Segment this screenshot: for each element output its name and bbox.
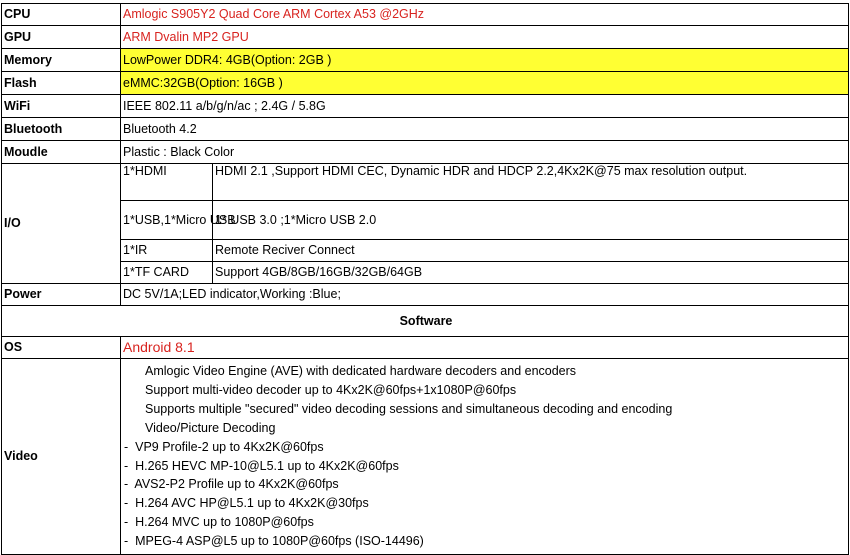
gpu-label: GPU — [2, 26, 121, 49]
video-row — [2, 359, 849, 555]
video-line: - AVS2-P2 Profile up to 4Kx2K@60fps — [124, 477, 339, 492]
video-line: Video/Picture Decoding — [145, 420, 276, 435]
video-line: - H.264 AVC HP@L5.1 up to 4Kx2K@30fps — [124, 496, 369, 511]
cpu-label: CPU — [2, 4, 121, 26]
io-row-hdmi — [2, 164, 849, 201]
bluetooth-label: Bluetooth — [2, 118, 121, 141]
bluetooth-row — [2, 118, 849, 141]
video-line: Supports multiple "secured" video decoding sessions and simultaneous decoding and encoding — [145, 401, 673, 416]
cpu-row — [2, 4, 849, 26]
gpu-value: ARM Dvalin MP2 GPU — [121, 26, 849, 49]
wifi-row — [2, 95, 849, 118]
io-row-usb — [2, 201, 849, 240]
video-line: - H.265 HEVC MP-10@L5.1 up to 4Kx2K@60fps — [124, 458, 399, 473]
video-label: Video — [2, 359, 121, 555]
wifi-value: IEEE 802.11 a/b/g/n/ac ; 2.4G / 5.8G — [121, 95, 849, 118]
power-label: Power — [2, 284, 121, 306]
power-row — [2, 284, 849, 306]
io-port-hdmi: 1*HDMI — [121, 164, 213, 201]
io-port-tf: 1*TF CARD — [121, 262, 213, 284]
os-row — [2, 337, 849, 359]
software-heading: Software — [2, 306, 849, 337]
video-line: - VP9 Profile-2 up to 4Kx2K@60fps — [124, 439, 324, 454]
cpu-value: Amlogic S905Y2 Quad Core ARM Cortex A53 @2GHz — [121, 4, 849, 26]
flash-value: eMMC:32GB(Option: 16GB ) — [121, 72, 849, 95]
video-features — [121, 359, 849, 555]
io-port-usb: 1*USB,1*Micro USB — [121, 201, 213, 240]
os-label: OS — [2, 337, 121, 359]
power-value: DC 5V/1A;LED indicator,Working :Blue; — [121, 284, 849, 306]
moudle-row — [2, 141, 849, 164]
bluetooth-value: Bluetooth 4.2 — [121, 118, 849, 141]
io-port-ir: 1*IR — [121, 240, 213, 262]
io-row-tf — [2, 262, 849, 284]
video-line: - H.264 MVC up to 1080P@60fps — [124, 515, 314, 530]
flash-label: Flash — [2, 72, 121, 95]
memory-row — [2, 49, 849, 72]
memory-value: LowPower DDR4: 4GB(Option: 2GB ) — [121, 49, 849, 72]
os-value: Android 8.1 — [121, 337, 849, 359]
software-heading-row — [2, 306, 849, 337]
io-desc-tf: Support 4GB/8GB/16GB/32GB/64GB — [213, 262, 849, 284]
io-desc-ir: Remote Reciver Connect — [213, 240, 849, 262]
video-line: Support multi-video decoder up to 4Kx2K@60fps+1x1080P@60fps — [145, 382, 517, 397]
video-line: Amlogic Video Engine (AVE) with dedicated hardware decoders and encoders — [145, 364, 577, 379]
moudle-label: Moudle — [2, 141, 121, 164]
memory-label: Memory — [2, 49, 121, 72]
flash-row — [2, 72, 849, 95]
io-desc-usb: 1* USB 3.0 ;1*Micro USB 2.0 — [213, 201, 849, 240]
spec-table — [1, 3, 849, 555]
gpu-row — [2, 26, 849, 49]
io-desc-hdmi: HDMI 2.1 ,Support HDMI CEC, Dynamic HDR and HDCP 2.2,4Kx2K@75 max resolution output. — [213, 164, 849, 201]
moudle-value: Plastic : Black Color — [121, 141, 849, 164]
io-label: I/O — [2, 164, 121, 284]
wifi-label: WiFi — [2, 95, 121, 118]
video-line: - MPEG-4 ASP@L5 up to 1080P@60fps (ISO-14496) — [124, 534, 424, 549]
io-row-ir — [2, 240, 849, 262]
